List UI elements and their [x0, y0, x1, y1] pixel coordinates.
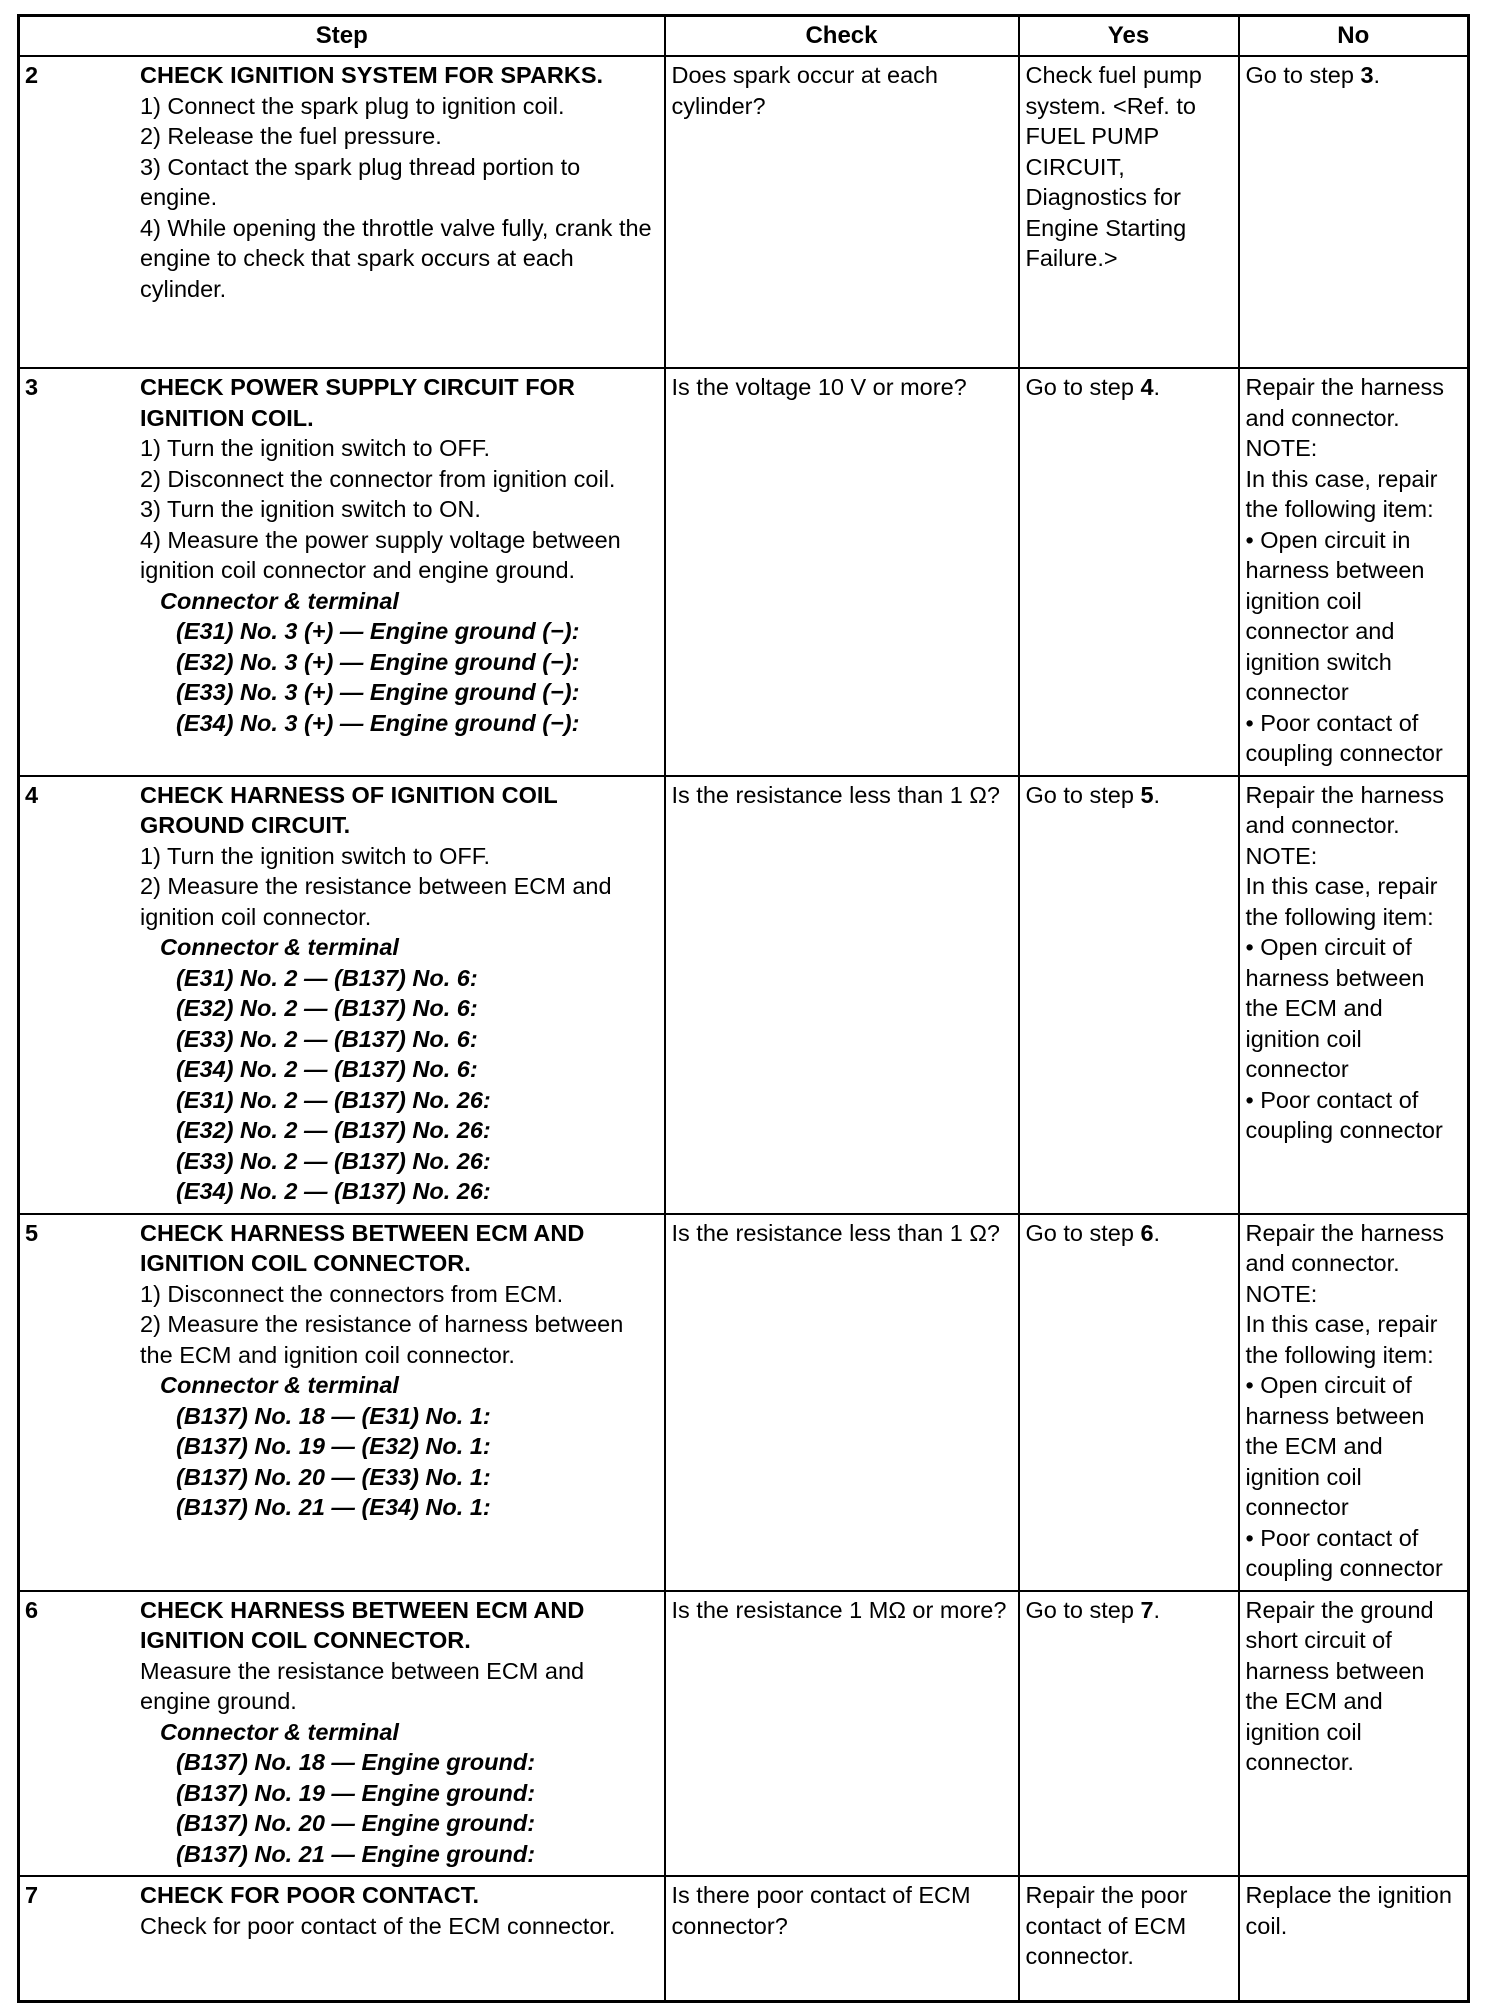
step-cell	[19, 368, 665, 776]
table-row	[19, 1876, 1469, 2001]
substep: 1) Turn the ignition switch to OFF.	[140, 842, 491, 869]
no-note: NOTE:	[1245, 1280, 1318, 1307]
no-bullet: • Open circuit of harness between the ECM and ignition coil connector	[1245, 1372, 1425, 1520]
table-row	[19, 1591, 1469, 1877]
substep: 1) Disconnect the connectors from ECM.	[140, 1280, 564, 1307]
terminal: (E34) No. 2 — (B137) No. 26:	[176, 1178, 491, 1204]
no-cell	[1239, 56, 1469, 368]
connector-label: Connector & terminal	[160, 1718, 399, 1745]
terminal: (E32) No. 3 (+) — Engine ground (−):	[176, 648, 580, 675]
connector-label: Connector & terminal	[160, 587, 399, 614]
no-repair: Repair the harness and connector.	[1245, 1219, 1445, 1276]
step-number: 4	[25, 781, 39, 808]
step-cell	[19, 1214, 665, 1591]
step-cell	[19, 776, 665, 1214]
step-number: 2	[25, 62, 39, 88]
step-number: 7	[25, 1882, 39, 1908]
step-cell	[19, 1591, 665, 1877]
substep: 3) Contact the spark plug thread portion to engine.	[140, 153, 581, 210]
step-title: CHECK FOR POOR CONTACT.	[140, 1882, 480, 1908]
terminal: (E31) No. 2 — (B137) No. 26:	[176, 1086, 491, 1113]
step-number: 6	[25, 1596, 39, 1623]
connector-label: Connector & terminal	[160, 934, 399, 960]
no-cell	[1239, 1214, 1469, 1591]
terminal: (E31) No. 2 — (B137) No. 6:	[176, 964, 478, 991]
connector-label: Connector & terminal	[160, 1372, 399, 1398]
no-note: NOTE:	[1245, 842, 1318, 869]
no-bullet: • Open circuit in harness between ignition coil connector and ignition switch connector	[1245, 526, 1425, 705]
yes-suffix: .	[1153, 781, 1161, 808]
check-cell: Is the voltage 10 V or more?	[665, 368, 1019, 776]
check-cell: Does spark occur at each cylinder?	[665, 56, 1019, 368]
terminal: (E34) No. 2 — (B137) No. 6:	[176, 1056, 478, 1082]
step-cell	[19, 1876, 665, 2001]
no-bullet: • Poor contact of coupling connector	[1245, 709, 1443, 766]
yes-cell: Repair the poor contact of ECM connector.	[1019, 1876, 1239, 2001]
check-cell: Is there poor contact of ECM connector?	[665, 1876, 1019, 2001]
header-no: No	[1239, 16, 1469, 57]
step-number: 5	[25, 1219, 39, 1246]
no-cell: Repair the ground short circuit of harness between the ECM and ignition coil connector.	[1239, 1591, 1469, 1877]
no-case: In this case, repair the following item:	[1245, 465, 1438, 522]
no-case: In this case, repair the following item:	[1245, 873, 1438, 930]
table-row	[19, 1214, 1469, 1591]
no-note: NOTE:	[1245, 435, 1318, 461]
yes-suffix: .	[1153, 1596, 1161, 1623]
terminal: (E33) No. 2 — (B137) No. 26:	[176, 1147, 491, 1174]
no-suffix: .	[1373, 62, 1381, 88]
step-title: CHECK HARNESS BETWEEN ECM AND IGNITION COIL CONNECTOR.	[140, 1219, 585, 1276]
no-cell: Replace the ignition coil.	[1239, 1876, 1469, 2001]
terminal: (B137) No. 20 — Engine ground:	[176, 1810, 536, 1836]
terminal: (B137) No. 21 — (E34) No. 1:	[176, 1494, 491, 1520]
header-check: Check	[665, 16, 1019, 57]
yes-suffix: .	[1153, 374, 1161, 400]
yes-cell	[1019, 368, 1239, 776]
substep: 3) Turn the ignition switch to ON.	[140, 496, 481, 522]
table-row	[19, 776, 1469, 1214]
terminal: (E33) No. 3 (+) — Engine ground (−):	[176, 679, 580, 705]
no-cell	[1239, 368, 1469, 776]
step-title: CHECK HARNESS OF IGNITION COIL GROUND CIRCUIT.	[140, 781, 558, 838]
yes-cell	[1019, 1591, 1239, 1877]
terminal: (B137) No. 18 — Engine ground:	[176, 1749, 536, 1775]
terminal: (B137) No. 19 — Engine ground:	[176, 1779, 536, 1806]
no-bullet: • Poor contact of coupling connector	[1245, 1524, 1443, 1581]
terminal: (B137) No. 21 — Engine ground:	[176, 1840, 536, 1867]
substep: 2) Measure the resistance of harness between the ECM and ignition coil connector.	[140, 1311, 624, 1368]
step-title: CHECK IGNITION SYSTEM FOR SPARKS.	[140, 62, 604, 88]
step-title: CHECK POWER SUPPLY CIRCUIT FOR IGNITION COIL.	[140, 374, 575, 431]
header-yes: Yes	[1019, 16, 1239, 57]
no-step-ref: 3	[1360, 62, 1374, 88]
substep: 2) Measure the resistance between ECM and ignition coil connector.	[140, 873, 612, 930]
terminal: (B137) No. 18 — (E31) No. 1:	[176, 1402, 491, 1429]
header-step: Step	[19, 16, 665, 57]
step-cell	[19, 56, 665, 368]
yes-suffix: .	[1153, 1219, 1161, 1246]
table-header-row	[19, 16, 1469, 57]
no-cell	[1239, 776, 1469, 1214]
yes-cell	[1019, 1214, 1239, 1591]
terminal: (E32) No. 2 — (B137) No. 6:	[176, 995, 478, 1021]
yes-prefix: Go to step	[1025, 1219, 1141, 1246]
terminal: (E34) No. 3 (+) — Engine ground (−):	[176, 709, 580, 736]
substep: Check for poor contact of the ECM connector.	[140, 1912, 616, 1939]
no-bullet: • Poor contact of coupling connector	[1245, 1086, 1443, 1143]
check-cell: Is the resistance less than 1 Ω?	[665, 776, 1019, 1214]
check-cell: Is the resistance 1 MΩ or more?	[665, 1591, 1019, 1877]
table-row	[19, 56, 1469, 368]
terminal: (B137) No. 19 — (E32) No. 1:	[176, 1433, 491, 1459]
substep: 2) Release the fuel pressure.	[140, 123, 442, 149]
yes-step-ref: 6	[1140, 1219, 1154, 1246]
no-repair: Repair the harness and connector.	[1245, 374, 1445, 431]
yes-cell: Check fuel pump system. <Ref. to FUEL PUMP CIRCUIT, Diagnostics for Engine Starting Failure.>	[1019, 56, 1239, 368]
substep: 4) While opening the throttle valve fully, crank the engine to check that spark occurs at each cylinder.	[140, 214, 652, 302]
no-repair: Repair the harness and connector.	[1245, 781, 1445, 838]
step-title: CHECK HARNESS BETWEEN ECM AND IGNITION COIL CONNECTOR.	[140, 1596, 585, 1653]
terminal: (B137) No. 20 — (E33) No. 1:	[176, 1463, 491, 1490]
substep: 2) Disconnect the connector from ignition coil.	[140, 465, 616, 492]
yes-step-ref: 4	[1140, 374, 1154, 400]
no-bullet: • Open circuit of harness between the ECM and ignition coil connector	[1245, 934, 1425, 1082]
check-cell: Is the resistance less than 1 Ω?	[665, 1214, 1019, 1591]
substep: 1) Turn the ignition switch to OFF.	[140, 435, 491, 461]
diagnostic-table	[17, 14, 1470, 2003]
step-number: 3	[25, 374, 39, 400]
no-prefix: Go to step	[1245, 62, 1361, 88]
table-row	[19, 368, 1469, 776]
yes-prefix: Go to step	[1025, 781, 1141, 808]
terminal: (E32) No. 2 — (B137) No. 26:	[176, 1117, 491, 1143]
terminal: (E33) No. 2 — (B137) No. 6:	[176, 1025, 478, 1052]
yes-prefix: Go to step	[1025, 1596, 1141, 1623]
substep: Measure the resistance between ECM and engine ground.	[140, 1657, 585, 1714]
yes-step-ref: 7	[1140, 1596, 1154, 1623]
substep: 1) Connect the spark plug to ignition coil.	[140, 92, 565, 119]
substep: 4) Measure the power supply voltage between ignition coil connector and engine ground.	[140, 526, 621, 583]
yes-step-ref: 5	[1140, 781, 1154, 808]
terminal: (E31) No. 3 (+) — Engine ground (−):	[176, 618, 580, 644]
yes-cell	[1019, 776, 1239, 1214]
yes-prefix: Go to step	[1025, 374, 1141, 400]
no-case: In this case, repair the following item:	[1245, 1311, 1438, 1368]
